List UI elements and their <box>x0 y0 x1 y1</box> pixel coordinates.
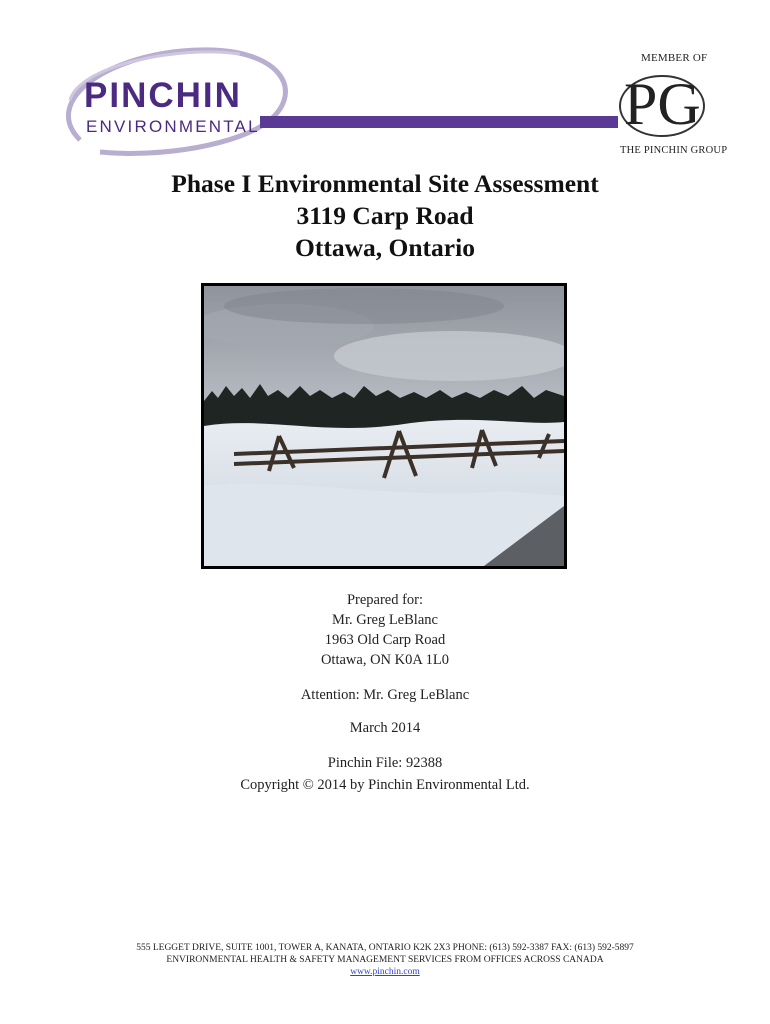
client-address-line1: 1963 Old Carp Road <box>324 632 446 648</box>
prepared-for-label: Prepared for: <box>346 592 424 608</box>
header-bar <box>260 116 618 128</box>
pinchin-file-number: Pinchin File: 92388 <box>327 755 443 771</box>
logo-text-pinchin: PINCHIN <box>84 76 242 115</box>
footer-address: 555 LEGGET DRIVE, SUITE 1001, TOWER A, KANATA, ONTARIO K2K 2X3 PHONE: (613) 592-3387 FAX: (613) 592-5897 <box>136 943 634 953</box>
report-title: Phase I Environmental Site Assessment <box>171 169 599 198</box>
footer-services: ENVIRONMENTAL HEALTH & SAFETY MANAGEMENT SERVICES FROM OFFICES ACROSS CANADA <box>166 955 604 965</box>
copyright-notice: Copyright © 2014 by Pinchin Environmental Ltd. <box>240 777 530 793</box>
report-date: March 2014 <box>349 720 421 736</box>
client-address-line2: Ottawa, ON K0A 1L0 <box>320 652 450 668</box>
snowy-field-photo-icon <box>204 286 564 566</box>
website-link[interactable]: www.pinchin.com <box>350 967 420 977</box>
pinchin-group-label: THE PINCHIN GROUP <box>620 145 728 156</box>
pg-monogram <box>612 66 722 146</box>
attention-line: Attention: Mr. Greg LeBlanc <box>300 687 470 703</box>
logo-text-environmental: ENVIRONMENTAL <box>86 117 260 136</box>
pg-letters: PG <box>624 71 701 137</box>
client-name: Mr. Greg LeBlanc <box>332 612 438 628</box>
report-address: 3119 Carp Road <box>296 201 474 230</box>
pinchin-logo <box>40 40 620 170</box>
report-city: Ottawa, Ontario <box>295 233 475 262</box>
member-of-label: MEMBER OF <box>641 52 708 64</box>
site-photo <box>201 283 567 569</box>
